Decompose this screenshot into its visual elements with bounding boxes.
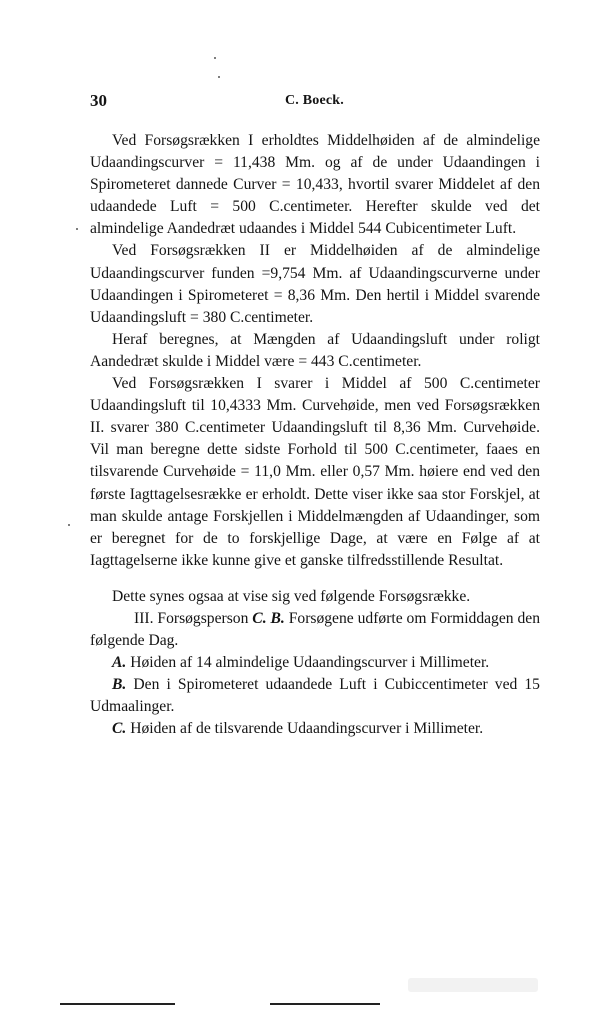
list-item — [90, 674, 540, 718]
series-text-after: Forsøgene udførte om Formiddagen den følgende Dag. — [90, 609, 540, 650]
series-numeral: III. — [134, 609, 154, 627]
scan-speck — [218, 76, 220, 78]
footer-rule — [60, 1003, 175, 1005]
library-stamp — [408, 978, 538, 992]
item-label: A. — [112, 654, 127, 672]
paragraph: Ved Forsøgsrækken I svarer i Middel af 500 C.centimeter Udaandingsluft til 10,4333 Mm. Curvehøide, men ved Forsøgsrækken II. svarer 380 C.centimeter Udaandingsluft til 8,36 Mm. Curvehøide. Vil man beregne dette sidste Forhold til 500 C.centimeter, faaes en tilsvarende Curvehøide = 11,0 Mm. eller 0,57 Mm. høiere end ved den første Iagttagelsesrække er erholdt. Dette viser ikke saa stor Forskjel, at man skulde antage Forskjellen i Middelmængden af Udaandinger, som er beregnet for de to forskjellige Dage, at være en Følge af at Iagttagelserne ikke kunne give et ganske tilfredsstillende Resultat. — [90, 375, 540, 569]
list-item — [90, 718, 540, 740]
paragraph: Ved Forsøgsrækken II er Middelhøiden af de almindelige Udaandingscurver funden =9,754 Mm. af Udaandingscurverne under Udaandingen i Spirometeret = 8,36 Mm. Den hertil i Middel svarende Udaandingsluft = 380 C.centimeter. — [90, 242, 540, 326]
paragraph: Dette synes ogsaa at vise sig ved følgende Forsøgsrække. — [112, 587, 471, 605]
list-item — [90, 652, 540, 674]
paragraph: Ved Forsøgsrækken I erholdtes Middelhøiden af de almindelige Udaandingscurver = 11,438 Mm. og af de under Udaandingen i Spirometeret dannede Curver = 10,433, hvortil svarer Middelet af den udaandede Luft = 500 C.centimeter. Herefter skulde ved det almindelige Aandedræt udaandes i Middel 544 Cubicentimeter Luft. — [90, 132, 540, 238]
item-text: Høiden af de tilsvarende Udaandingscurver i Millimeter. — [130, 720, 484, 738]
series-heading — [90, 608, 540, 652]
body-text — [90, 130, 540, 741]
running-head: C. Boeck. — [285, 93, 344, 108]
page-header — [90, 91, 550, 113]
scan-speck — [76, 228, 78, 230]
series-text-before: Forsøgsperson — [157, 609, 249, 627]
item-label: C. — [112, 720, 127, 738]
scan-speck — [214, 57, 216, 59]
page-number: 30 — [90, 91, 107, 110]
item-text: Den i Spirometeret udaandede Luft i Cubiccentimeter ved 15 Udmaalinger. — [90, 676, 540, 716]
item-text: Høiden af 14 almindelige Udaandingscurver i Millimeter. — [130, 654, 490, 672]
series-person: C. B. — [252, 609, 285, 627]
footer-rule — [270, 1003, 380, 1005]
item-label: B. — [112, 676, 127, 694]
paragraph: Heraf beregnes, at Mængden af Udaandingsluft under roligt Aandedræt skulde i Middel være = 443 C.centimeter. — [90, 330, 540, 370]
scan-speck — [68, 524, 70, 526]
